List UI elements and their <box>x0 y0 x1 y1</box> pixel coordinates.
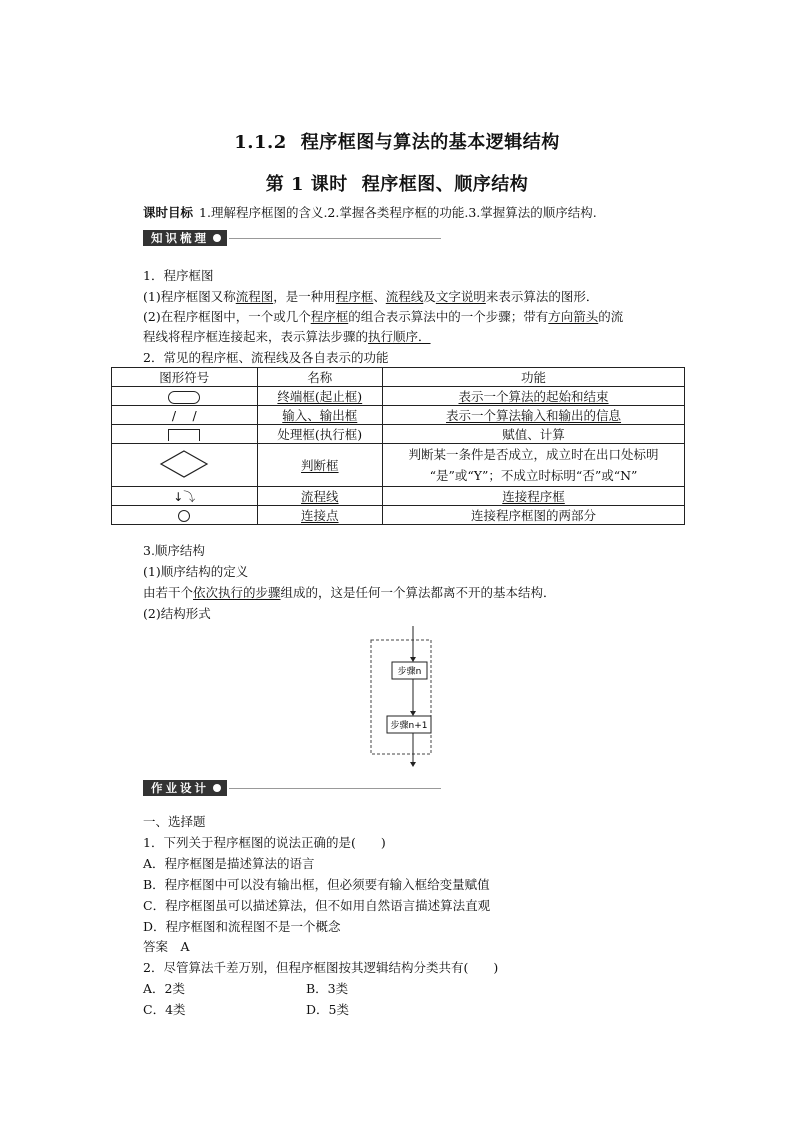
symbol-cell <box>112 425 258 444</box>
symbol-cell <box>112 506 258 525</box>
underlined-term: 方向箭头 <box>548 309 599 324</box>
io-icon: / / <box>171 408 197 423</box>
underlined-term: 程序框 <box>335 289 374 304</box>
function-cell <box>383 487 685 506</box>
function-cell <box>383 406 685 425</box>
bullet-icon <box>213 784 221 792</box>
question-1-option-c: C．程序框图虽可以描述算法，但不如用自然语言描述算法直观 <box>143 898 491 913</box>
table-row <box>112 506 685 525</box>
cell-text: 表示一个算法输入和输出的信息 <box>446 408 622 423</box>
cell-text: 输入、输出框 <box>282 408 358 423</box>
text-run: 程线将程序框连接起来，表示算法步骤的 <box>143 329 369 344</box>
cell-text: 流程线 <box>301 489 339 504</box>
function-cell <box>383 387 685 406</box>
symbol-cell <box>112 406 258 425</box>
function-cell <box>383 425 685 444</box>
paragraph-1 <box>143 287 598 305</box>
function-description <box>383 444 684 486</box>
name-cell <box>257 487 383 506</box>
cell-text: 判断框 <box>301 458 339 473</box>
title-text: 程序框图与算法的基本逻辑结构 <box>300 132 560 153</box>
decision-icon <box>159 449 209 479</box>
cell-text: 判断某一条件是否成立，成立时在出口处标明 <box>408 447 659 462</box>
table-header: 名称 <box>257 368 383 387</box>
function-cell <box>383 506 685 525</box>
underlined-term: 文字说明 <box>435 289 486 304</box>
banner-tag <box>143 230 227 246</box>
heading-sequence: 3.顺序结构 <box>143 543 205 558</box>
cell-text: 连接点 <box>301 508 339 523</box>
text-run: 的流 <box>598 309 624 324</box>
function-cell <box>383 444 685 487</box>
underlined-term: 程序框 <box>310 309 349 324</box>
cell-text: 处理框(执行框) <box>277 427 363 442</box>
table-row <box>112 406 685 425</box>
table-header: 图形符号 <box>112 368 258 387</box>
name-cell <box>257 387 383 406</box>
answer-1: 答案 A <box>143 939 190 954</box>
symbol-cell <box>112 487 258 506</box>
subtitle-number: 第 1 课时 <box>265 174 348 195</box>
exercise-heading: 一、选择题 <box>143 814 206 829</box>
text-run: 由若干个 <box>143 585 194 600</box>
question-1-option-d: D．程序框图和流程图不是一个概念 <box>143 919 341 934</box>
table-header-row <box>112 368 685 387</box>
flowline-icon: ↓⤵ <box>173 489 196 504</box>
step-box-2-label: 步骤n+1 <box>390 721 428 731</box>
table-row <box>112 487 685 506</box>
name-cell <box>257 506 383 525</box>
banner-label: 作业设计 <box>151 781 209 795</box>
sequence-flow-diagram <box>370 626 432 768</box>
process-icon <box>168 429 200 441</box>
arrow-head-icon <box>410 762 416 767</box>
title-number: 1.1.2 <box>234 132 287 153</box>
terminal-icon <box>168 391 200 404</box>
question-1: 1．下列关于程序框图的说法正确的是( ) <box>143 835 386 850</box>
structure-form-heading: (2)结构形式 <box>143 606 211 621</box>
text-run: ，是一种用 <box>273 289 336 304</box>
banner-label: 知识梳理 <box>151 231 209 245</box>
banner-rule <box>229 238 441 239</box>
question-1-option-b: B．程序框图中可以没有输出框，但必须要有输入框给变量赋值 <box>143 877 490 892</box>
goals-text: 1.理解程序框图的含义.2.掌握各类程序框的功能.3.掌握算法的顺序结构. <box>199 205 597 220</box>
question-2-option-c: C．4类 <box>143 1002 186 1017</box>
page-subtitle <box>0 170 794 196</box>
dashed-frame <box>371 640 431 754</box>
question-2-option-b: B．3类 <box>306 981 349 996</box>
name-cell <box>257 406 383 425</box>
arrow-head-icon <box>410 657 416 662</box>
name-cell <box>257 444 383 487</box>
table-row <box>112 387 685 406</box>
question-2: 2．尽管算法千差万别，但程序框图按其逻辑结构分类共有( ) <box>143 960 499 975</box>
text-run: 的组合表示算法中的一个步骤；带有 <box>348 309 549 324</box>
cell-text: “是”或“Y”；不成立时标明“否”或“N” <box>429 468 638 483</box>
underlined-term: 依次执行的步骤 <box>193 585 281 600</box>
text-run: 来表示算法的图形． <box>485 289 599 304</box>
cell-text: 连接程序框图的两部分 <box>471 508 597 523</box>
name-cell <box>257 425 383 444</box>
text-run: (2)在程序框图中，一个或几个 <box>143 309 311 324</box>
bullet-icon <box>213 234 221 242</box>
cell-text: 连接程序框 <box>502 489 565 504</box>
paragraph-2-line-2 <box>143 327 431 345</box>
text-run: (1)程序框图又称 <box>143 289 236 304</box>
step-box-1-label: 步骤n <box>397 667 422 677</box>
cell-text: 表示一个算法的起始和结束 <box>458 389 609 404</box>
question-1-option-a: A．程序框图是描述算法的语言 <box>143 856 315 871</box>
symbol-cell <box>112 387 258 406</box>
lesson-goals <box>143 203 597 221</box>
sequence-definition-heading: (1)顺序结构的定义 <box>143 564 249 579</box>
symbol-table <box>111 367 685 525</box>
connector-icon <box>178 510 190 522</box>
banner-rule <box>229 788 441 789</box>
question-2-option-a: A．2类 <box>143 981 185 996</box>
text-run: 组成的，这是任何一个算法都离不开的基本结构． <box>280 585 556 600</box>
sequence-definition-text <box>143 583 556 601</box>
goals-label: 课时目标 <box>143 205 194 220</box>
table-row <box>112 425 685 444</box>
table-header: 功能 <box>383 368 685 387</box>
cell-text: 赋值、计算 <box>502 427 565 442</box>
question-2-option-d: D．5类 <box>306 1002 349 1017</box>
text-run: 、 <box>373 289 386 304</box>
underlined-term: 执行顺序． <box>368 329 431 344</box>
cell-text: 终端框(起止框) <box>277 389 363 404</box>
underlined-term: 流程线 <box>385 289 424 304</box>
subtitle-text: 程序框图、顺序结构 <box>361 174 529 195</box>
symbol-cell <box>112 444 258 487</box>
banner-tag <box>143 780 227 796</box>
underlined-term: 流程图 <box>235 289 274 304</box>
heading-common-symbols: 2．常见的程序框、流程线及各自表示的功能 <box>143 350 389 365</box>
arrow-head-icon <box>410 711 416 716</box>
heading-flowchart: 1．程序框图 <box>143 268 214 283</box>
page-title <box>0 128 794 154</box>
text-run: 及 <box>423 289 436 304</box>
paragraph-2-line-1 <box>143 307 623 325</box>
section-banner-homework <box>143 780 441 796</box>
section-banner-knowledge <box>143 230 441 246</box>
table-row <box>112 444 685 487</box>
